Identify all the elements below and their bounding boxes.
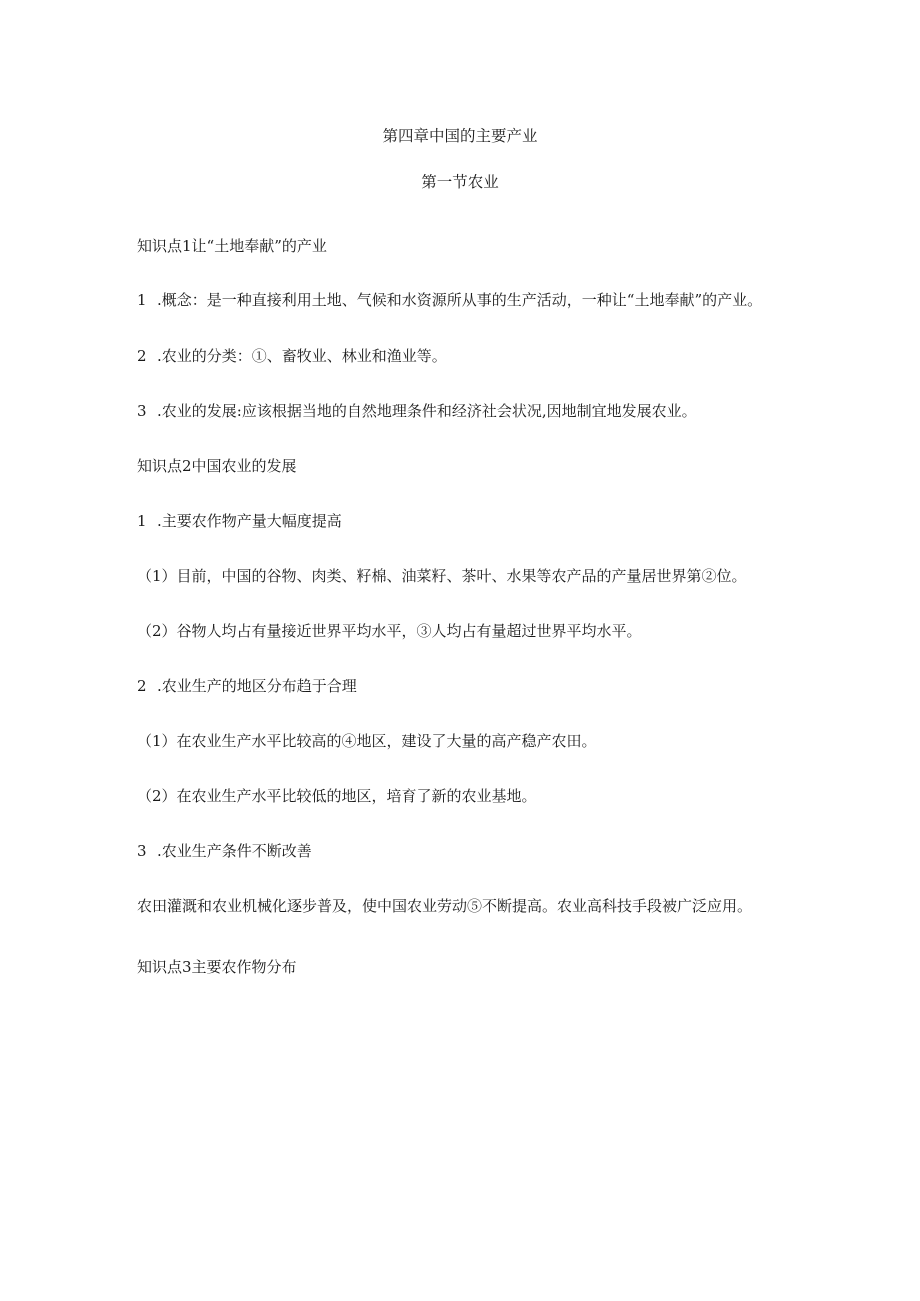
item-number: 3 bbox=[137, 842, 147, 860]
item-number: 3 bbox=[137, 402, 147, 420]
knowledge-point-1-heading: 知识点1让“土地奉献”的产业 bbox=[137, 237, 327, 255]
kp2-item-3-paragraph: 农田灌溉和农业机械化逐步普及，使中国农业劳动⑤不断提高。农业高科技手段被广泛应用。 bbox=[137, 897, 753, 915]
kp1-item-1 bbox=[137, 290, 762, 310]
kp1-item-2 bbox=[137, 346, 447, 366]
item-text: .农业生产的地区分布趋于合理 bbox=[157, 677, 357, 695]
item-text: .农业的发展:应该根据当地的自然地理条件和经济社会状况,因地制宜地发展农业。 bbox=[157, 402, 697, 420]
knowledge-point-3-heading: 知识点3主要农作物分布 bbox=[137, 958, 297, 976]
item-number: 1 bbox=[137, 512, 147, 530]
kp2-item-1 bbox=[137, 511, 342, 531]
item-number: 2 bbox=[137, 347, 147, 365]
item-text: .农业生产条件不断改善 bbox=[157, 842, 312, 860]
knowledge-point-2-heading: 知识点2中国农业的发展 bbox=[137, 457, 297, 475]
item-number: 2 bbox=[137, 677, 147, 695]
kp1-item-3 bbox=[137, 401, 697, 421]
kp2-item-2 bbox=[137, 676, 357, 696]
item-text: .概念：是一种直接利用土地、气候和水资源所从事的生产活动，一种让“土地奉献”的产业。 bbox=[157, 291, 763, 309]
kp2-item-3 bbox=[137, 841, 312, 861]
section-title: 第一节农业 bbox=[421, 173, 499, 191]
kp2-item-1-sub-1: （1）目前，中国的谷物、肉类、籽棉、油菜籽、茶叶、水果等农产品的产量居世界第②位。 bbox=[137, 567, 747, 585]
item-text: .农业的分类：①、畜牧业、林业和渔业等。 bbox=[157, 347, 447, 365]
kp2-item-2-sub-2: （2）在农业生产水平比较低的地区，培育了新的农业基地。 bbox=[137, 787, 537, 805]
chapter-title: 第四章中国的主要产业 bbox=[382, 127, 538, 145]
item-text: .主要农作物产量大幅度提高 bbox=[157, 512, 342, 530]
item-number: 1 bbox=[137, 291, 147, 309]
kp2-item-1-sub-2: （2）谷物人均占有量接近世界平均水平，③人均占有量超过世界平均水平。 bbox=[137, 622, 642, 640]
kp2-item-2-sub-1: （1）在农业生产水平比较高的④地区，建设了大量的高产稳产农田。 bbox=[137, 732, 597, 750]
